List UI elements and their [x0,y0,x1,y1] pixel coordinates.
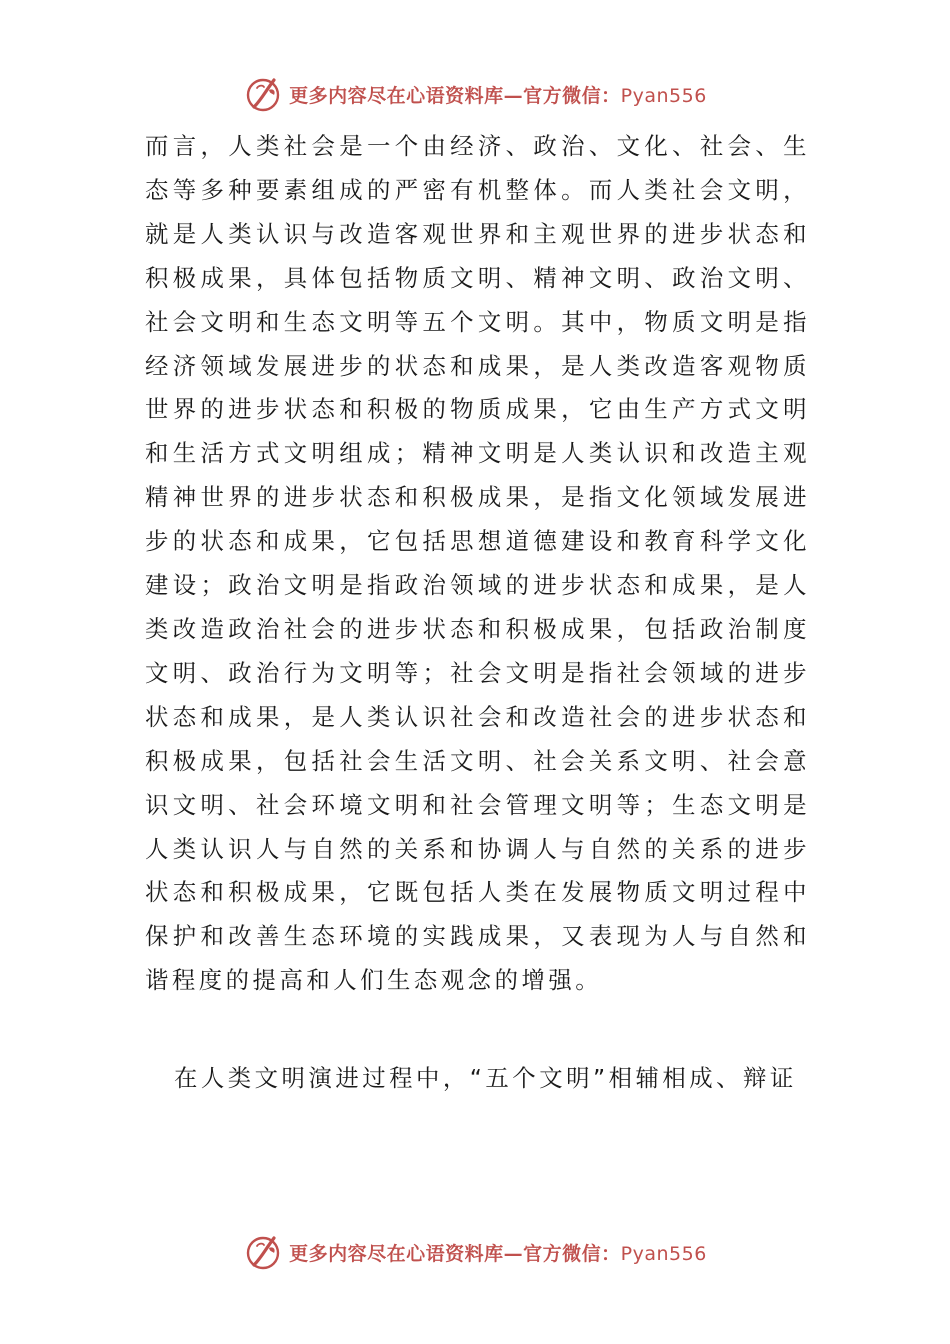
header-banner [0,72,950,116]
flame-circle-logo-icon [243,74,283,114]
flame-circle-logo-icon [243,1232,283,1272]
header-wechat-id: Pyan556 [620,84,707,107]
footer-banner [0,1230,950,1274]
document-body [145,125,810,1092]
paragraph-continued: 而言，人类社会是一个由经济、政治、文化、社会、生态等多种要素组成的严密有机整体。而人类社会文明，就是人类认识与改造客观世界和主观世界的进步状态和积极成果，具体包括物质文明、精神文明、政治文明、社会文明和生态文明等五个文明。其中，物质文明是指经济领域发展进步的状态和成果，是人类改造客观物质世界的进步状态和积极的物质成果，它由生产方式文明和生活方式文明组成；精神文明是人类认识和改造主观精神世界的进步状态和积极成果，是指文化领域发展进步的状态和成果，它包括思想道德建设和教育科学文化建设；政治文明是指政治领域的进步状态和成果，是人类改造政治社会的进步状态和积极成果，包括政治制度文明、政治行为文明等；社会文明是指社会领域的进步状态和成果，是人类认识社会和改造社会的进步状态和积极成果，包括社会生活文明、社会关系文明、社会意识文明、社会环境文明和社会管理文明等；生态文明是人类认识人与自然的关系和协调人与自然的关系的进步状态和积极成果，它既包括人类在发展物质文明过程中保护和改善生态环境的实践成果，又表现为人与自然和谐程度的提高和人们生态观念的增强。 [145,132,810,995]
footer-wechat-id: Pyan556 [620,1242,707,1265]
footer-banner-text: 更多内容尽在心语资料库—官方微信：Pyan556 [289,1242,707,1265]
paragraph-next: 在人类文明演进过程中，“五个文明”相辅相成、辩证 [174,1064,797,1092]
header-banner-text: 更多内容尽在心语资料库—官方微信：Pyan556 [289,84,707,107]
